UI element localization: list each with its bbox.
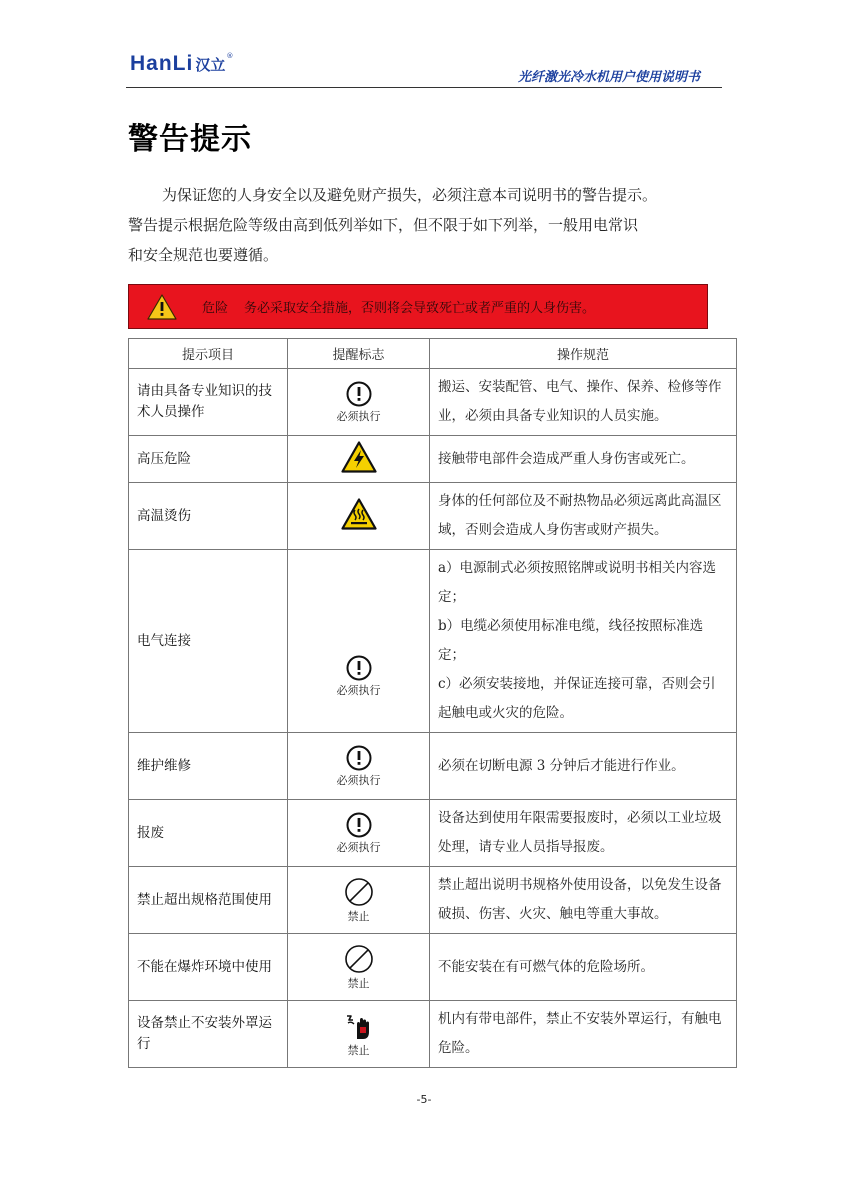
- sign-caption: 必须执行: [336, 773, 381, 787]
- row-rule: [430, 550, 737, 733]
- hot-surface-icon: [341, 498, 377, 530]
- row-item: 电气连接: [129, 550, 288, 733]
- danger-text: 务必采取安全措施，否则将会导致死亡或者严重的人身伤害。: [244, 301, 596, 316]
- warning-table: [128, 338, 737, 1068]
- table-row: [129, 483, 737, 550]
- prohibited-icon: [344, 877, 374, 907]
- page-header: [126, 50, 722, 88]
- rule-line: a）电源制式必须按照铭牌或说明书相关内容选定；: [438, 560, 717, 605]
- logo-chinese: 汉立: [195, 56, 226, 74]
- registered-mark: ®: [226, 52, 234, 60]
- table-row: [129, 934, 737, 1001]
- table-row: [129, 550, 737, 733]
- row-item: 禁止超出规格范围使用: [129, 867, 288, 934]
- row-item: 不能在爆炸环境中使用: [129, 934, 288, 1001]
- intro-line: 警告提示根据危险等级由高到低列举如下，但不限于如下列举，一般用电常识: [128, 216, 639, 234]
- intro-line: 和安全规范也要遵循。: [128, 246, 279, 264]
- column-header: 操作规范: [430, 339, 737, 369]
- sign-caption: 必须执行: [336, 409, 381, 423]
- document-title: 光纤激光冷水机用户使用说明书: [517, 70, 700, 85]
- rule-line: c）必须安装接地，并保证连接可靠，否则会引起触电或火灾的危险。: [438, 676, 716, 721]
- row-item: 报废: [129, 800, 288, 867]
- row-rule: 设备达到使用年限需要报废时，必须以工业垃圾处理，请专业人员指导报废。: [430, 800, 737, 867]
- sign-caption: 必须执行: [336, 840, 381, 854]
- hand-shock-sign: [345, 1011, 373, 1058]
- intro-line: 为保证您的人身安全以及避免财产损失，必须注意本司说明书的警告提示。: [162, 186, 658, 204]
- column-header: 提示项目: [129, 339, 288, 369]
- row-rule: 机内有带电部件，禁止不安装外罩运行，有触电危险。: [430, 1001, 737, 1068]
- prohibited-sign: [344, 944, 374, 991]
- danger-banner: [128, 284, 708, 329]
- high-voltage-icon: [341, 441, 377, 473]
- mandatory-sign: [337, 655, 381, 698]
- sign-caption: 禁止: [347, 976, 370, 990]
- warning-triangle-icon: [147, 294, 177, 320]
- row-item: 高压危险: [129, 436, 288, 483]
- hand-shock-icon: [345, 1011, 373, 1041]
- table-row: [129, 800, 737, 867]
- row-rule: 必须在切断电源 3 分钟后才能进行作业。: [430, 733, 737, 800]
- row-rule: 不能安装在有可燃气体的危险场所。: [430, 934, 737, 1001]
- table-row: [129, 867, 737, 934]
- logo-mark: HanLi: [130, 52, 194, 75]
- sign-caption: 禁止: [347, 909, 370, 923]
- mandatory-exclamation-icon: [346, 655, 372, 681]
- row-item: 维护维修: [129, 733, 288, 800]
- danger-label: 危险: [202, 301, 229, 316]
- sign-caption: 必须执行: [336, 684, 381, 697]
- sign-caption: 禁止: [347, 1043, 370, 1057]
- page-number: -5-: [416, 1093, 432, 1106]
- prohibited-icon: [344, 944, 374, 974]
- table-header-row: [129, 339, 737, 369]
- row-item: 请由具备专业知识的技术人员操作: [129, 369, 288, 436]
- mandatory-exclamation-icon: [346, 812, 372, 838]
- table-row: [129, 369, 737, 436]
- page-title: 警告提示: [128, 122, 252, 157]
- row-rule: 接触带电部件会造成严重人身伤害或死亡。: [430, 436, 737, 483]
- table-row: [129, 436, 737, 483]
- table-row: [129, 1001, 737, 1068]
- row-item: 设备禁止不安装外罩运行: [129, 1001, 288, 1068]
- prohibited-sign: [344, 877, 374, 924]
- row-rule: 禁止超出说明书规格外使用设备，以免发生设备破损、伤害、火灾、触电等重大事故。: [430, 867, 737, 934]
- mandatory-sign: [337, 381, 381, 424]
- row-rule: 搬运、安装配管、电气、操作、保养、检修等作业，必须由具备专业知识的人员实施。: [430, 369, 737, 436]
- mandatory-exclamation-icon: [346, 745, 372, 771]
- row-item: 高温烫伤: [129, 483, 288, 550]
- table-row: [129, 733, 737, 800]
- row-rule: 身体的任何部位及不耐热物品必须远离此高温区域，否则会造成人身伤害或财产损失。: [430, 483, 737, 550]
- company-logo: [130, 52, 233, 76]
- column-header: 提醒标志: [288, 339, 430, 369]
- rule-line: b）电缆必须使用标准电缆，线径按照标准选定；: [438, 618, 704, 663]
- mandatory-sign: [337, 812, 381, 855]
- intro-paragraph: [128, 180, 738, 270]
- mandatory-exclamation-icon: [346, 381, 372, 407]
- mandatory-sign: [337, 745, 381, 788]
